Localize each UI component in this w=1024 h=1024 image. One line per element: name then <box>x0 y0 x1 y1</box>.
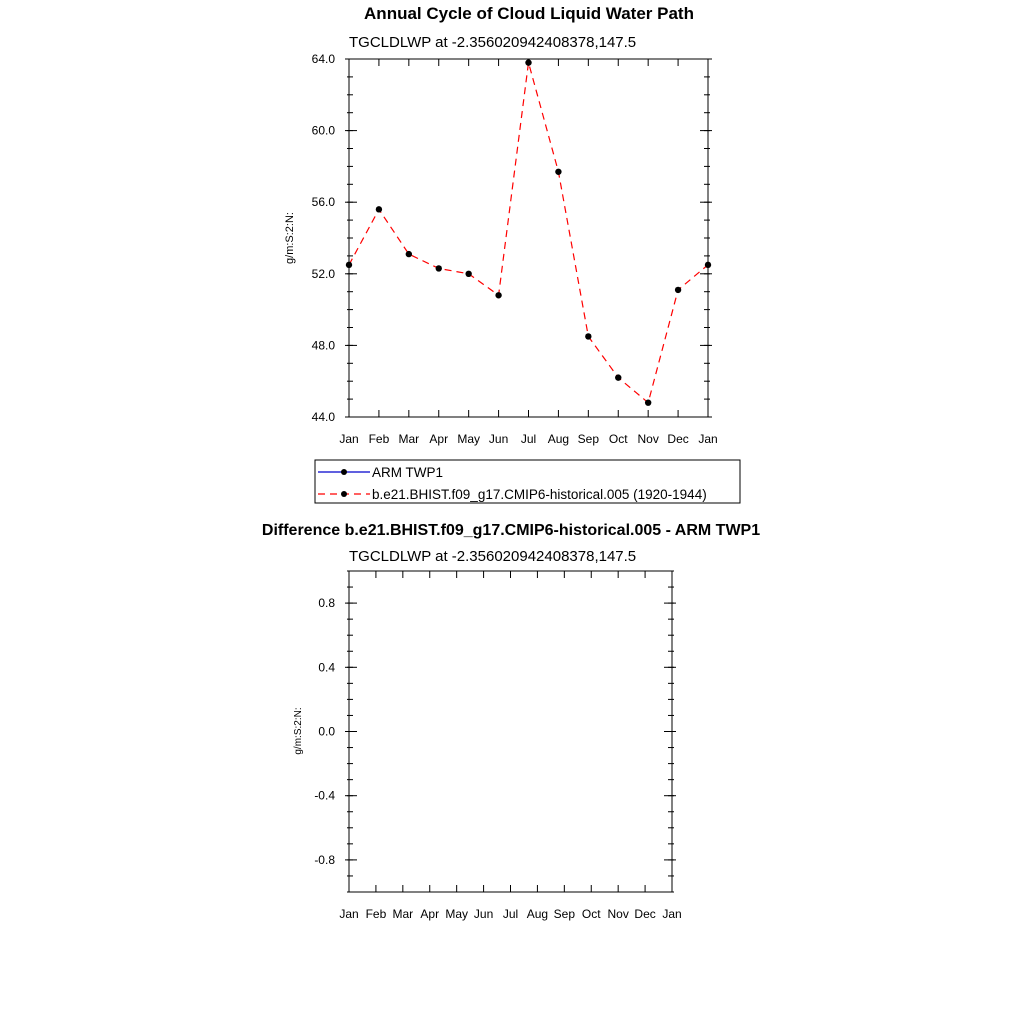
data-point <box>495 292 501 298</box>
y-tick-label: 44.0 <box>311 410 335 424</box>
x-tick-label: Mar <box>392 907 414 921</box>
y-axis-label: g/m:S:2:N: <box>284 212 296 264</box>
x-tick-label: Jan <box>662 907 682 921</box>
y-tick-label: -0.8 <box>314 852 335 867</box>
x-tick-label: May <box>457 432 481 446</box>
series-marks <box>346 59 711 405</box>
y-tick-label: 0.4 <box>318 660 335 675</box>
y-tick-label: 52.0 <box>311 266 335 281</box>
y-tick-label: -0.4 <box>314 788 335 803</box>
axes <box>312 52 718 446</box>
chart-subtitle: TGCLDLWP at -2.356020942408378,147.5 <box>349 34 637 51</box>
x-tick-label: Sep <box>553 907 576 921</box>
legend-marker-obs <box>341 469 347 475</box>
y-tick-label: 64.0 <box>311 52 335 66</box>
x-tick-label: Aug <box>526 907 549 921</box>
x-tick-label: Apr <box>429 432 449 446</box>
x-tick-label: Jul <box>502 907 519 921</box>
y-tick-label: 0.8 <box>318 596 335 611</box>
data-point <box>406 251 412 257</box>
data-point <box>555 169 561 175</box>
data-point <box>615 374 621 380</box>
y-tick-label: 56.0 <box>311 195 335 210</box>
data-point <box>705 262 711 268</box>
y-tick-label: 0.0 <box>318 724 335 739</box>
x-tick-label: Jan <box>339 432 359 446</box>
x-tick-label: Jun <box>488 432 509 446</box>
data-point <box>645 399 651 405</box>
chart-annual-cycle <box>284 4 718 446</box>
x-tick-label: Mar <box>398 432 420 446</box>
data-point <box>585 333 591 339</box>
legend-label-obs: ARM TWP1 <box>372 465 444 480</box>
data-point <box>346 262 352 268</box>
data-point <box>376 206 382 212</box>
x-tick-label: Oct <box>581 907 601 921</box>
chart-title: Annual Cycle of Cloud Liquid Water Path <box>364 4 694 23</box>
legend-marker-model <box>341 491 347 497</box>
x-tick-label: Nov <box>637 432 659 446</box>
x-tick-label: Feb <box>368 432 390 446</box>
axes <box>314 571 681 921</box>
plot-frame <box>349 571 672 892</box>
x-tick-label: Jan <box>339 907 359 921</box>
x-tick-label: Jun <box>473 907 494 921</box>
plot-frame <box>349 59 708 417</box>
y-tick-label: 48.0 <box>311 338 335 353</box>
chart-difference <box>262 522 760 921</box>
x-tick-label: Aug <box>547 432 570 446</box>
data-point <box>436 265 442 271</box>
x-tick-label: Dec <box>634 907 656 921</box>
x-tick-label: Sep <box>577 432 600 446</box>
x-tick-label: May <box>445 907 469 921</box>
x-tick-label: Nov <box>607 907 629 921</box>
y-axis-label: g/m:S:2:N: <box>293 707 304 755</box>
x-tick-label: Jul <box>520 432 537 446</box>
data-point <box>675 287 681 293</box>
y-tick-label: 60.0 <box>311 123 335 138</box>
data-point <box>525 59 531 65</box>
chart-title: Difference b.e21.BHIST.f09_g17.CMIP6-historical.005 - ARM TWP1 <box>261 522 761 539</box>
legend <box>315 460 740 503</box>
x-tick-label: Feb <box>365 907 387 921</box>
x-tick-label: Oct <box>608 432 628 446</box>
x-tick-label: Jan <box>698 432 718 446</box>
chart-subtitle: TGCLDLWP at -2.356020942408378,147.5 <box>349 548 637 565</box>
legend-label-model: b.e21.BHIST.f09_g17.CMIP6-historical.005 (1920-1944) <box>372 487 707 502</box>
series-line <box>349 63 708 403</box>
x-tick-label: Apr <box>420 907 440 921</box>
data-point <box>465 271 471 277</box>
x-tick-label: Dec <box>667 432 689 446</box>
